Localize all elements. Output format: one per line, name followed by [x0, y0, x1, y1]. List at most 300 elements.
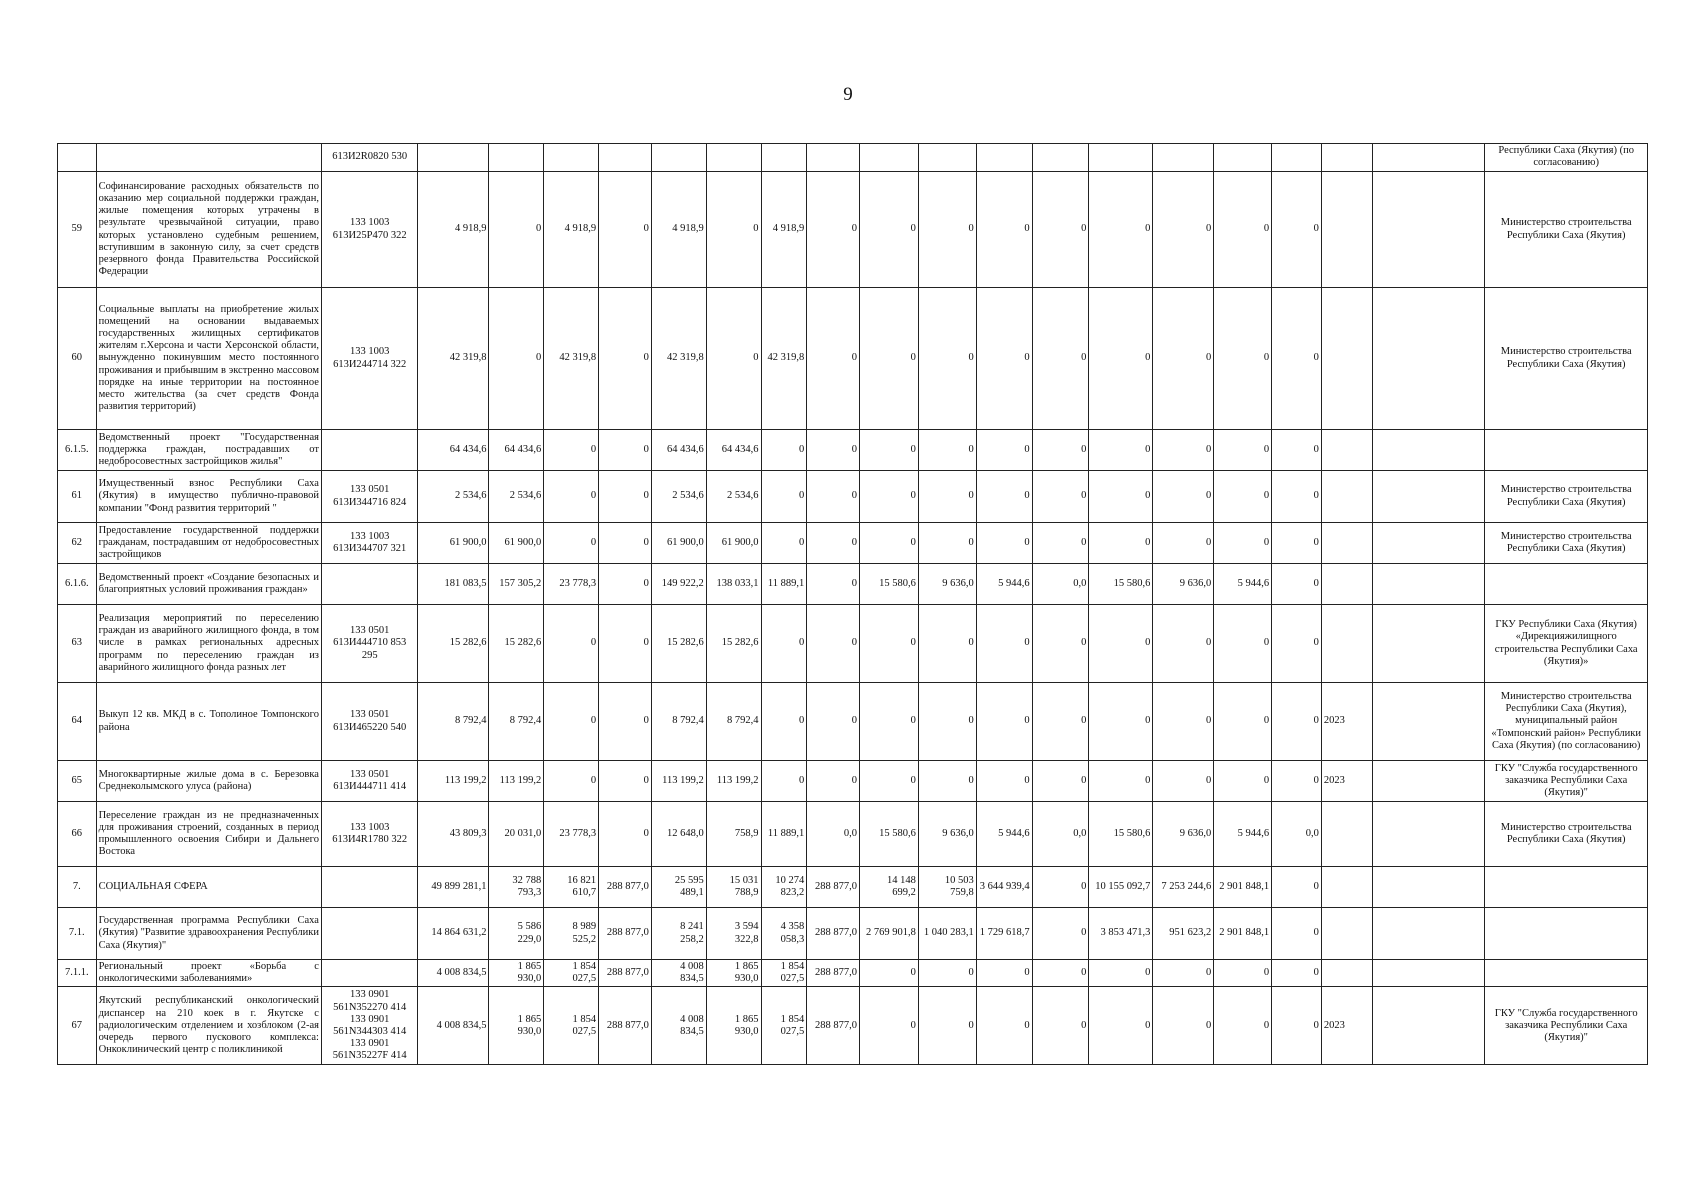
- executor-cell: [1485, 430, 1648, 471]
- amount-cell: 0: [1214, 683, 1272, 761]
- empty-cell: [1372, 908, 1485, 960]
- year-cell: [1321, 523, 1372, 564]
- amount-cell: 0: [918, 761, 976, 802]
- activity-name-cell: Многоквартирные жилые дома в с. Березовка Среднеколымского улуса (района): [96, 761, 321, 802]
- amount-cell: 10 155 092,7: [1089, 867, 1153, 908]
- amount-cell: [1214, 144, 1272, 172]
- row-number-cell: 7.1.: [58, 908, 97, 960]
- amount-cell: 0: [544, 761, 599, 802]
- empty-cell: [1372, 144, 1485, 172]
- amount-cell: 0: [1214, 987, 1272, 1065]
- amount-cell: 3 644 939,4: [976, 867, 1032, 908]
- empty-cell: [1372, 761, 1485, 802]
- activity-name-cell: Ведомственный проект "Государственная поддержка граждан, пострадавших от недобросовестных застройщиков жилья": [96, 430, 321, 471]
- amount-cell: 0: [1214, 430, 1272, 471]
- amount-cell: [544, 144, 599, 172]
- executor-cell: ГКУ "Служба государственного заказчика Республики Саха (Якутия)": [1485, 987, 1648, 1065]
- executor-cell: Республики Саха (Якутия) (по согласованию): [1485, 144, 1648, 172]
- row-number-cell: 67: [58, 987, 97, 1065]
- amount-cell: 0: [1272, 471, 1322, 523]
- amount-cell: 0: [918, 523, 976, 564]
- amount-cell: 23 778,3: [544, 564, 599, 605]
- executor-cell: Министерство строительства Республики Саха (Якутия), муниципальный район «Томпонский район» Республики Саха (Якутия) (по согласованию): [1485, 683, 1648, 761]
- amount-cell: 15 282,6: [651, 605, 706, 683]
- amount-cell: 8 792,4: [418, 683, 489, 761]
- amount-cell: [860, 144, 919, 172]
- amount-cell: 288 877,0: [599, 987, 652, 1065]
- table-row: [58, 523, 1648, 564]
- empty-cell: [1372, 564, 1485, 605]
- amount-cell: 0: [1032, 605, 1089, 683]
- amount-cell: 0: [1214, 605, 1272, 683]
- amount-cell: 0: [807, 288, 860, 430]
- amount-cell: 0: [860, 288, 919, 430]
- amount-cell: 4 918,9: [761, 172, 807, 288]
- amount-cell: 0: [918, 987, 976, 1065]
- amount-cell: 20 031,0: [489, 802, 544, 867]
- amount-cell: 0: [1214, 523, 1272, 564]
- empty-cell: [1372, 605, 1485, 683]
- amount-cell: 0: [1153, 987, 1214, 1065]
- amount-cell: 0: [599, 564, 652, 605]
- amount-cell: 0: [976, 605, 1032, 683]
- budget-code-cell: 133 1003 613И244714 322: [321, 288, 417, 430]
- amount-cell: 0: [807, 683, 860, 761]
- activity-name-cell: Региональный проект «Борьба с онкологическими заболеваниями»: [96, 960, 321, 987]
- amount-cell: 1 854 027,5: [761, 960, 807, 987]
- row-number-cell: 66: [58, 802, 97, 867]
- executor-cell: Министерство строительства Республики Саха (Якутия): [1485, 288, 1648, 430]
- amount-cell: 49 899 281,1: [418, 867, 489, 908]
- amount-cell: 0: [1153, 761, 1214, 802]
- table-row: [58, 172, 1648, 288]
- row-number-cell: 62: [58, 523, 97, 564]
- amount-cell: 0: [918, 960, 976, 987]
- amount-cell: 0: [1089, 430, 1153, 471]
- amount-cell: 0: [1153, 471, 1214, 523]
- amount-cell: 0: [976, 430, 1032, 471]
- year-cell: [1321, 867, 1372, 908]
- amount-cell: 0: [1272, 761, 1322, 802]
- amount-cell: 113 199,2: [489, 761, 544, 802]
- amount-cell: 149 922,2: [651, 564, 706, 605]
- amount-cell: 0: [860, 430, 919, 471]
- amount-cell: 15 580,6: [860, 802, 919, 867]
- amount-cell: 43 809,3: [418, 802, 489, 867]
- amount-cell: 0: [706, 172, 761, 288]
- empty-cell: [1372, 288, 1485, 430]
- row-number-cell: [58, 144, 97, 172]
- amount-cell: 42 319,8: [418, 288, 489, 430]
- activity-name-cell: Предоставление государственной поддержки гражданам, пострадавшим от недобросовестных застройщиков: [96, 523, 321, 564]
- amount-cell: 0: [761, 761, 807, 802]
- amount-cell: 0: [599, 172, 652, 288]
- budget-code-cell: 133 0501 613И344716 824: [321, 471, 417, 523]
- amount-cell: 1 865 930,0: [489, 960, 544, 987]
- amount-cell: 0: [1032, 288, 1089, 430]
- amount-cell: 4 008 834,5: [651, 987, 706, 1065]
- amount-cell: 1 854 027,5: [761, 987, 807, 1065]
- table-row: [58, 430, 1648, 471]
- executor-cell: [1485, 908, 1648, 960]
- row-number-cell: 59: [58, 172, 97, 288]
- executor-cell: Министерство строительства Республики Саха (Якутия): [1485, 802, 1648, 867]
- amount-cell: 288 877,0: [807, 908, 860, 960]
- amount-cell: 0: [976, 761, 1032, 802]
- amount-cell: 0: [976, 288, 1032, 430]
- amount-cell: 0,0: [1032, 564, 1089, 605]
- amount-cell: 0: [1272, 430, 1322, 471]
- amount-cell: 15 580,6: [860, 564, 919, 605]
- empty-cell: [1372, 802, 1485, 867]
- amount-cell: 4 008 834,5: [418, 987, 489, 1065]
- amount-cell: 8 989 525,2: [544, 908, 599, 960]
- amount-cell: 0,0: [1032, 802, 1089, 867]
- amount-cell: 15 580,6: [1089, 802, 1153, 867]
- year-cell: [1321, 908, 1372, 960]
- amount-cell: 25 595 489,1: [651, 867, 706, 908]
- row-number-cell: 7.1.1.: [58, 960, 97, 987]
- budget-code-cell: [321, 430, 417, 471]
- amount-cell: 0: [1272, 867, 1322, 908]
- amount-cell: 5 944,6: [976, 564, 1032, 605]
- table-row: [58, 960, 1648, 987]
- amount-cell: 0: [860, 471, 919, 523]
- amount-cell: 11 889,1: [761, 564, 807, 605]
- amount-cell: 11 889,1: [761, 802, 807, 867]
- amount-cell: 12 648,0: [651, 802, 706, 867]
- activity-name-cell: Ведомственный проект «Создание безопасных и благоприятных условий проживания граждан»: [96, 564, 321, 605]
- amount-cell: 0: [807, 172, 860, 288]
- empty-cell: [1372, 430, 1485, 471]
- amount-cell: [976, 144, 1032, 172]
- amount-cell: 3 853 471,3: [1089, 908, 1153, 960]
- amount-cell: 288 877,0: [807, 960, 860, 987]
- table-row: [58, 802, 1648, 867]
- table-row: [58, 288, 1648, 430]
- amount-cell: 0: [1089, 987, 1153, 1065]
- amount-cell: 288 877,0: [599, 960, 652, 987]
- amount-cell: 0: [761, 430, 807, 471]
- amount-cell: 5 944,6: [1214, 802, 1272, 867]
- empty-cell: [1372, 471, 1485, 523]
- amount-cell: 2 901 848,1: [1214, 908, 1272, 960]
- amount-cell: 0: [1032, 471, 1089, 523]
- row-number-cell: 6.1.6.: [58, 564, 97, 605]
- amount-cell: 15 282,6: [418, 605, 489, 683]
- amount-cell: 2 901 848,1: [1214, 867, 1272, 908]
- amount-cell: 113 199,2: [706, 761, 761, 802]
- amount-cell: 5 944,6: [1214, 564, 1272, 605]
- amount-cell: 157 305,2: [489, 564, 544, 605]
- year-cell: [1321, 288, 1372, 430]
- amount-cell: [761, 144, 807, 172]
- amount-cell: 0: [1153, 960, 1214, 987]
- amount-cell: 0: [1272, 987, 1322, 1065]
- amount-cell: 2 534,6: [706, 471, 761, 523]
- amount-cell: 0: [807, 471, 860, 523]
- amount-cell: 0: [544, 523, 599, 564]
- amount-cell: 0: [918, 288, 976, 430]
- amount-cell: 0: [1032, 960, 1089, 987]
- amount-cell: 0: [918, 172, 976, 288]
- row-number-cell: 7.: [58, 867, 97, 908]
- amount-cell: 0: [807, 523, 860, 564]
- amount-cell: 0: [976, 471, 1032, 523]
- amount-cell: 0: [1032, 523, 1089, 564]
- amount-cell: 15 282,6: [706, 605, 761, 683]
- year-cell: 2023: [1321, 987, 1372, 1065]
- amount-cell: 1 729 618,7: [976, 908, 1032, 960]
- amount-cell: 0: [1089, 605, 1153, 683]
- amount-cell: 2 534,6: [489, 471, 544, 523]
- amount-cell: 0: [544, 471, 599, 523]
- table-row: [58, 471, 1648, 523]
- amount-cell: 0: [761, 605, 807, 683]
- amount-cell: 10 274 823,2: [761, 867, 807, 908]
- amount-cell: 9 636,0: [918, 802, 976, 867]
- amount-cell: 0: [1089, 960, 1153, 987]
- amount-cell: 288 877,0: [599, 908, 652, 960]
- amount-cell: 64 434,6: [651, 430, 706, 471]
- amount-cell: 1 854 027,5: [544, 960, 599, 987]
- amount-cell: 1 865 930,0: [706, 987, 761, 1065]
- executor-cell: Министерство строительства Республики Саха (Якутия): [1485, 523, 1648, 564]
- amount-cell: 2 534,6: [418, 471, 489, 523]
- table-row: [58, 683, 1648, 761]
- amount-cell: 0: [761, 523, 807, 564]
- budget-code-cell: [321, 960, 417, 987]
- page-number: 9: [843, 84, 853, 105]
- amount-cell: 0: [1272, 523, 1322, 564]
- amount-cell: 0: [860, 172, 919, 288]
- amount-cell: 0: [544, 683, 599, 761]
- amount-cell: 0: [1089, 683, 1153, 761]
- year-cell: [1321, 960, 1372, 987]
- amount-cell: 0: [1272, 172, 1322, 288]
- amount-cell: 0,0: [1272, 802, 1322, 867]
- amount-cell: 288 877,0: [599, 867, 652, 908]
- amount-cell: [1272, 144, 1322, 172]
- amount-cell: 0: [599, 802, 652, 867]
- budget-code-cell: [321, 564, 417, 605]
- year-cell: [1321, 144, 1372, 172]
- amount-cell: 0: [1032, 867, 1089, 908]
- amount-cell: 0: [1089, 471, 1153, 523]
- amount-cell: 0: [1032, 172, 1089, 288]
- amount-cell: 0: [1089, 523, 1153, 564]
- amount-cell: 0: [1272, 683, 1322, 761]
- amount-cell: 181 083,5: [418, 564, 489, 605]
- empty-cell: [1372, 867, 1485, 908]
- amount-cell: 0: [1153, 288, 1214, 430]
- year-cell: [1321, 564, 1372, 605]
- table-row: [58, 144, 1648, 172]
- executor-cell: ГКУ "Служба государственного заказчика Республики Саха (Якутия)": [1485, 761, 1648, 802]
- table-row: [58, 564, 1648, 605]
- amount-cell: 288 877,0: [807, 987, 860, 1065]
- amount-cell: 0: [976, 523, 1032, 564]
- year-cell: [1321, 605, 1372, 683]
- amount-cell: 0: [860, 605, 919, 683]
- amount-cell: 0: [1153, 172, 1214, 288]
- amount-cell: 0: [599, 605, 652, 683]
- amount-cell: 0: [1272, 605, 1322, 683]
- budget-code-cell: 613И2R0820 530: [321, 144, 417, 172]
- amount-cell: 0: [807, 761, 860, 802]
- amount-cell: 0: [976, 683, 1032, 761]
- budget-code-cell: 133 0501 613И444711 414: [321, 761, 417, 802]
- amount-cell: 0: [918, 471, 976, 523]
- executor-cell: ГКУ Республики Саха (Якутия) «Дирекцияжилищного строительства Республики Саха (Якутия)»: [1485, 605, 1648, 683]
- year-cell: [1321, 802, 1372, 867]
- amount-cell: 0: [918, 683, 976, 761]
- amount-cell: 10 503 759,8: [918, 867, 976, 908]
- activity-name-cell: Якутский республиканский онкологический диспансер на 210 коек в г. Якутске с радиологическим отделением и хозблоком (2-ая очередь первого пускового комплекса: Онкоклинический центр с поликлиникой: [96, 987, 321, 1065]
- amount-cell: 16 821 610,7: [544, 867, 599, 908]
- amount-cell: 61 900,0: [489, 523, 544, 564]
- budget-code-cell: 133 1003 613И344707 321: [321, 523, 417, 564]
- amount-cell: 0: [761, 471, 807, 523]
- amount-cell: 5 586 229,0: [489, 908, 544, 960]
- amount-cell: [1032, 144, 1089, 172]
- amount-cell: [489, 144, 544, 172]
- amount-cell: 61 900,0: [418, 523, 489, 564]
- amount-cell: [599, 144, 652, 172]
- amount-cell: 0: [860, 523, 919, 564]
- budget-table: [57, 143, 1648, 1065]
- amount-cell: 23 778,3: [544, 802, 599, 867]
- amount-cell: 0: [489, 288, 544, 430]
- amount-cell: 0: [1214, 288, 1272, 430]
- amount-cell: [1153, 144, 1214, 172]
- executor-cell: Министерство строительства Республики Саха (Якутия): [1485, 471, 1648, 523]
- amount-cell: 14 864 631,2: [418, 908, 489, 960]
- empty-cell: [1372, 172, 1485, 288]
- amount-cell: 0: [599, 471, 652, 523]
- amount-cell: 15 580,6: [1089, 564, 1153, 605]
- executor-cell: [1485, 564, 1648, 605]
- amount-cell: 9 636,0: [918, 564, 976, 605]
- year-cell: [1321, 430, 1372, 471]
- year-cell: 2023: [1321, 761, 1372, 802]
- executor-cell: [1485, 960, 1648, 987]
- amount-cell: [706, 144, 761, 172]
- amount-cell: 15 282,6: [489, 605, 544, 683]
- amount-cell: 64 434,6: [706, 430, 761, 471]
- row-number-cell: 6.1.5.: [58, 430, 97, 471]
- amount-cell: 64 434,6: [418, 430, 489, 471]
- amount-cell: 1 040 283,1: [918, 908, 976, 960]
- amount-cell: 5 944,6: [976, 802, 1032, 867]
- budget-code-cell: 133 0901 561N352270 414 133 0901 561N344303 414 133 0901 561N35227F 414: [321, 987, 417, 1065]
- amount-cell: 0: [976, 960, 1032, 987]
- budget-code-cell: 133 0501 613И465220 540: [321, 683, 417, 761]
- amount-cell: 0: [807, 605, 860, 683]
- year-cell: 2023: [1321, 683, 1372, 761]
- table-row: [58, 867, 1648, 908]
- amount-cell: 4 008 834,5: [418, 960, 489, 987]
- activity-name-cell: Имущественный взнос Республики Саха (Якутия) в имущество публично-правовой компании "Фонд развития территорий ": [96, 471, 321, 523]
- amount-cell: 113 199,2: [651, 761, 706, 802]
- amount-cell: 951 623,2: [1153, 908, 1214, 960]
- amount-cell: 8 792,4: [651, 683, 706, 761]
- table-row: [58, 761, 1648, 802]
- amount-cell: 0: [706, 288, 761, 430]
- year-cell: [1321, 172, 1372, 288]
- amount-cell: 42 319,8: [761, 288, 807, 430]
- empty-cell: [1372, 987, 1485, 1065]
- amount-cell: 0: [1089, 761, 1153, 802]
- amount-cell: 288 877,0: [807, 867, 860, 908]
- year-cell: [1321, 471, 1372, 523]
- activity-name-cell: Софинансирование расходных обязательств по оказанию мер социальной поддержки граждан, жилые помещения которых утрачены в результате чрезвычайной ситуации, право которых установлено судебным решением, вступившим в законную силу, за счет средств резервного фонда Правительства Российской Федерации: [96, 172, 321, 288]
- table-row: [58, 987, 1648, 1065]
- amount-cell: 0: [1032, 683, 1089, 761]
- amount-cell: 0: [489, 172, 544, 288]
- amount-cell: 0: [1214, 471, 1272, 523]
- amount-cell: 0: [599, 683, 652, 761]
- amount-cell: [807, 144, 860, 172]
- amount-cell: [918, 144, 976, 172]
- amount-cell: 113 199,2: [418, 761, 489, 802]
- amount-cell: 0: [1153, 523, 1214, 564]
- amount-cell: 42 319,8: [651, 288, 706, 430]
- amount-cell: 0: [1032, 430, 1089, 471]
- executor-cell: [1485, 867, 1648, 908]
- amount-cell: 0: [1214, 960, 1272, 987]
- amount-cell: 4 358 058,3: [761, 908, 807, 960]
- row-number-cell: 63: [58, 605, 97, 683]
- amount-cell: 0: [544, 605, 599, 683]
- amount-cell: 1 854 027,5: [544, 987, 599, 1065]
- amount-cell: 0: [1272, 564, 1322, 605]
- amount-cell: 0: [1032, 761, 1089, 802]
- amount-cell: 61 900,0: [651, 523, 706, 564]
- amount-cell: 15 031 788,9: [706, 867, 761, 908]
- table-row: [58, 908, 1648, 960]
- amount-cell: 0: [1214, 172, 1272, 288]
- amount-cell: 42 319,8: [544, 288, 599, 430]
- amount-cell: 9 636,0: [1153, 564, 1214, 605]
- amount-cell: 0: [599, 523, 652, 564]
- activity-name-cell: Переселение граждан из не предназначенных для проживания строений, созданных в период промышленного освоения Сибири и Дальнего Востока: [96, 802, 321, 867]
- budget-code-cell: [321, 908, 417, 960]
- amount-cell: 8 241 258,2: [651, 908, 706, 960]
- amount-cell: 14 148 699,2: [860, 867, 919, 908]
- amount-cell: 0: [807, 430, 860, 471]
- amount-cell: 0: [1089, 288, 1153, 430]
- activity-name-cell: Государственная программа Республики Саха (Якутия) "Развитие здравоохранения Республики Саха (Якутия)": [96, 908, 321, 960]
- amount-cell: 0: [1272, 288, 1322, 430]
- empty-cell: [1372, 960, 1485, 987]
- budget-code-cell: [321, 867, 417, 908]
- amount-cell: 0: [1272, 960, 1322, 987]
- budget-code-cell: 133 1003 613И4R1780 322: [321, 802, 417, 867]
- budget-code-cell: 133 0501 613И444710 853 295: [321, 605, 417, 683]
- budget-code-cell: 133 1003 613И25Р470 322: [321, 172, 417, 288]
- amount-cell: 8 792,4: [706, 683, 761, 761]
- amount-cell: 2 769 901,8: [860, 908, 919, 960]
- activity-name-cell: Социальные выплаты на приобретение жилых помещений на основании выдаваемых государственных жилищных сертификатов жителям г.Херсона и части Херсонской области, вынужденно покинувшим место постоянного проживания и прибывшим в экстренно массовом порядке на иные территории на постоянное место жительства (за счет средств Фонда развития территорий): [96, 288, 321, 430]
- amount-cell: 0: [544, 430, 599, 471]
- amount-cell: 2 534,6: [651, 471, 706, 523]
- amount-cell: 7 253 244,6: [1153, 867, 1214, 908]
- amount-cell: [418, 144, 489, 172]
- amount-cell: 0: [860, 960, 919, 987]
- amount-cell: 0: [599, 288, 652, 430]
- activity-name-cell: Реализация мероприятий по переселению граждан из аварийного жилищного фонда, в том числе в рамках региональных адресных программ по переселению граждан из аварийного жилищного фонда разных лет: [96, 605, 321, 683]
